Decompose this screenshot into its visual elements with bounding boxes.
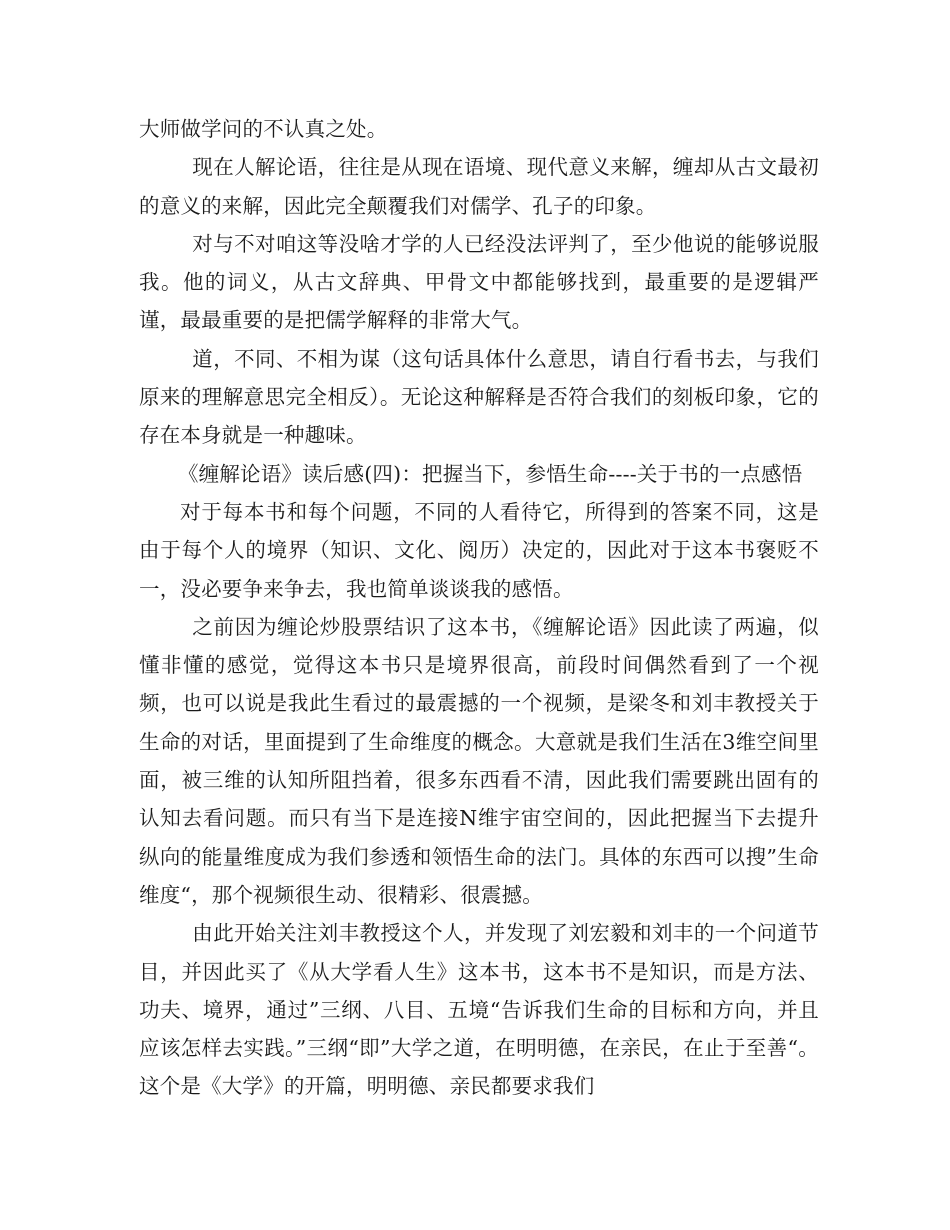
body-text xyxy=(139,110,819,1106)
paragraph-5: 对于每本书和每个问题，不同的人看待它，所得到的答案不同，这是由于每个人的境界（知识、文化、阅历）决定的，因此对于这本书褒贬不一，没必要争来争去，我也简单谈谈我的感悟。 xyxy=(139,499,819,601)
paragraph-4: 道，不同、不相为谋（这句话具体什么意思，请自行看书去，与我们原来的理解意思完全相反）。无论这种解释是否符合我们的刻板印象，它的存在本身就是一种趣味。 xyxy=(139,346,819,448)
paragraph-3: 对与不对咱这等没啥才学的人已经没法评判了，至少他说的能够说服我。他的词义，从古文辞典、甲骨文中都能够找到，最重要的是逻辑严谨，最最重要的是把儒学解释的非常大气。 xyxy=(139,231,819,333)
paragraph-2: 现在人解论语，往往是从现在语境、现代意义来解，缠却从古文最初的意义的来解，因此完全颠覆我们对儒学、孔子的印象。 xyxy=(139,155,819,218)
paragraph-7: 由此开始关注刘丰教授这个人，并发现了刘宏毅和刘丰的一个问道节目，并因此买了《从大学看人生》这本书，这本书不是知识，而是方法、功夫、境界，通过”三纲、八目、五境“告诉我们生命的目标和方向，并且应该怎样去实践。”三纲“即”大学之道，在明明德，在亲民，在止于至善“。这个是《大学》的开篇，明明德、亲民都要求我们 xyxy=(139,921,819,1099)
section-heading: 《缠解论语》读后感(四)：把握当下，参悟生命----关于书的一点感悟 xyxy=(177,461,803,486)
paragraph-6: 之前因为缠论炒股票结识了这本书，《缠解论语》因此读了两遍，似懂非懂的感觉，觉得这本书只是境界很高，前段时间偶然看到了一个视频，也可以说是我此生看过的最震撼的一个视频，是梁冬和刘丰教授关于生命的对话，里面提到了生命维度的概念。大意就是我们生活在3维空间里面，被三维的认知所阻挡着，很多东西看不清，因此我们需要跳出固有的认知去看问题。而只有当下是连接N维宇宙空间的，因此把握当下去提升纵向的能量维度成为我们参透和领悟生命的法门。具体的东西可以搜”生命维度“，那个视频很生动、很精彩、很震撼。 xyxy=(139,614,819,907)
paragraph-1: 大师做学问的不认真之处。 xyxy=(139,117,388,141)
